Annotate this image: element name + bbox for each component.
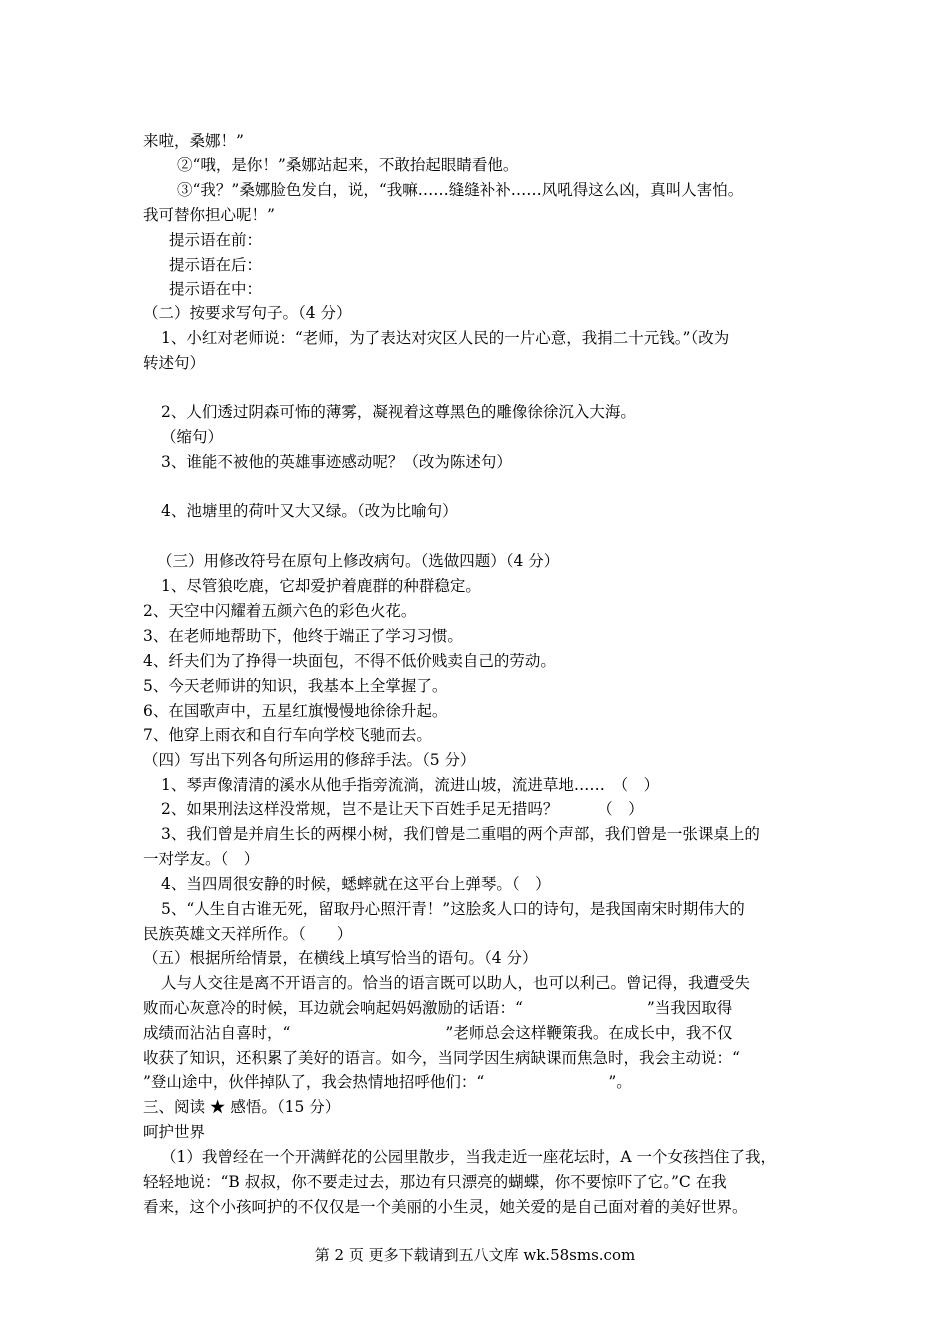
question-item: 1、琴声像清清的溪水从他手指旁流淌，流进山坡，流进草地…… （ ） (161, 776, 660, 794)
question-item: 2、人们透过阴森可怖的薄雾，凝视着这尊黑色的雕像徐徐沉入大海。 (161, 403, 636, 421)
text-line: 来啦，桑娜！” (143, 132, 244, 150)
text-line: 收获了知识，还积累了美好的语言。如今，当同学因生病缺课而焦急时，我会主动说：“ (143, 1049, 740, 1067)
text-line: 民族英雄文天祥所作。（ ） (143, 925, 353, 943)
section-heading: 三、阅读 ★ 感悟。（15 分） (143, 1098, 341, 1116)
question-item: 4、池塘里的荷叶又大又绿。（改为比喻句） (161, 502, 458, 520)
question-item: 6、在国歌声中，五星红旗慢慢地徐徐升起。 (143, 702, 448, 720)
text-line: 成绩而沾沾自喜时，“ ”老师总会这样鞭策我。在成长中，我不仅 (143, 1024, 733, 1042)
text-line: （1）我曾经在一个开满鲜花的公园里散步，当我走近一座花坛时，A 一个女孩挡住了我， (161, 1148, 776, 1166)
page-footer: 第 2 页 更多下载请到五八文库 wk.58sms.com (314, 1246, 636, 1264)
text-line: 一对学友。（ ） (143, 850, 260, 868)
section-heading: （四）写出下列各句所运用的修辞手法。（5 分） (143, 751, 476, 769)
question-item: 1、尽管狼吃鹿，它却爱护着鹿群的种群稳定。 (161, 577, 481, 595)
question-item: 4、纤夫们为了挣得一块面包，不得不低价贱卖自己的劳动。 (143, 652, 556, 670)
text-line: ”登山途中，伙伴掉队了，我会热情地招呼他们：“ ”。 (143, 1073, 632, 1091)
question-item: 3、我们曾是并肩生长的两棵小树，我们曾是二重唱的两个声部，我们曾是一张课桌上的 (161, 825, 760, 843)
question-item: 7、他穿上雨衣和自行车向学校飞驰而去。 (143, 726, 432, 744)
text-line: 轻轻地说：“B 叔叔，你不要走过去，那边有只漂亮的蝴蝶，你不要惊吓了它。”C 在我 (143, 1173, 727, 1191)
text-line: 败而心灰意冷的时候，耳边就会响起妈妈激励的话语：“ ”当我因取得 (143, 999, 733, 1017)
text-line: 我可替你担心呢！” (143, 206, 275, 224)
question-item: 2、天空中闪耀着五颜六色的彩色火花。 (143, 602, 417, 620)
text-line: ②“哦，是你！”桑娜站起来，不敢抬起眼睛看他。 (177, 156, 519, 174)
text-line: 看来，这个小孩呵护的不仅仅是一个美丽的小生灵，她关爱的是自己面对着的美好世界。 (143, 1198, 748, 1216)
text-line: ③“我？”桑娜脸色发白，说，“我嘛……缝缝补补……风吼得这么凶，真叫人害怕。 (177, 181, 744, 199)
section-heading: （五）根据所给情景，在横线上填写恰当的语句。（4 分） (143, 949, 538, 967)
prompt-after-label: 提示语在后： (169, 256, 263, 274)
text-line: （缩句） (161, 428, 224, 446)
passage-title: 呵护世界 (143, 1123, 206, 1141)
prompt-middle-label: 提示语在中： (169, 280, 263, 298)
question-item: 3、在老师地帮助下，他终于端正了学习习惯。 (143, 627, 463, 645)
question-item: 2、如果刑法这样没常规，岂不是让天下百姓手足无措吗？ （ ） (161, 800, 644, 818)
question-item: 3、谁能不被他的英雄事迹感动呢？（改为陈述句） (161, 453, 512, 471)
prompt-before-label: 提示语在前： (169, 231, 263, 249)
question-item: 5、“人生自古谁无死，留取丹心照汗青！”这脍炙人口的诗句，是我国南宋时期伟大的 (161, 900, 745, 918)
question-item: 4、当四周很安静的时候，蟋蟀就在这平台上弹琴。（ ） (161, 875, 551, 893)
text-line: 人与人交往是离不开语言的。恰当的语言既可以助人，也可以利己。曾记得，我遭受失 (161, 974, 751, 992)
question-item: 5、今天老师讲的知识，我基本上全掌握了。 (143, 677, 448, 695)
text-line: 转述句） (143, 354, 206, 372)
section-heading: （二）按要求写句子。（4 分） (143, 304, 352, 322)
question-item: 1、小红对老师说：“老师，为了表达对灾区人民的一片心意，我捐二十元钱。”（改为 (161, 329, 730, 347)
section-heading: （三）用修改符号在原句上修改病句。（选做四题）（4 分） (157, 552, 560, 570)
